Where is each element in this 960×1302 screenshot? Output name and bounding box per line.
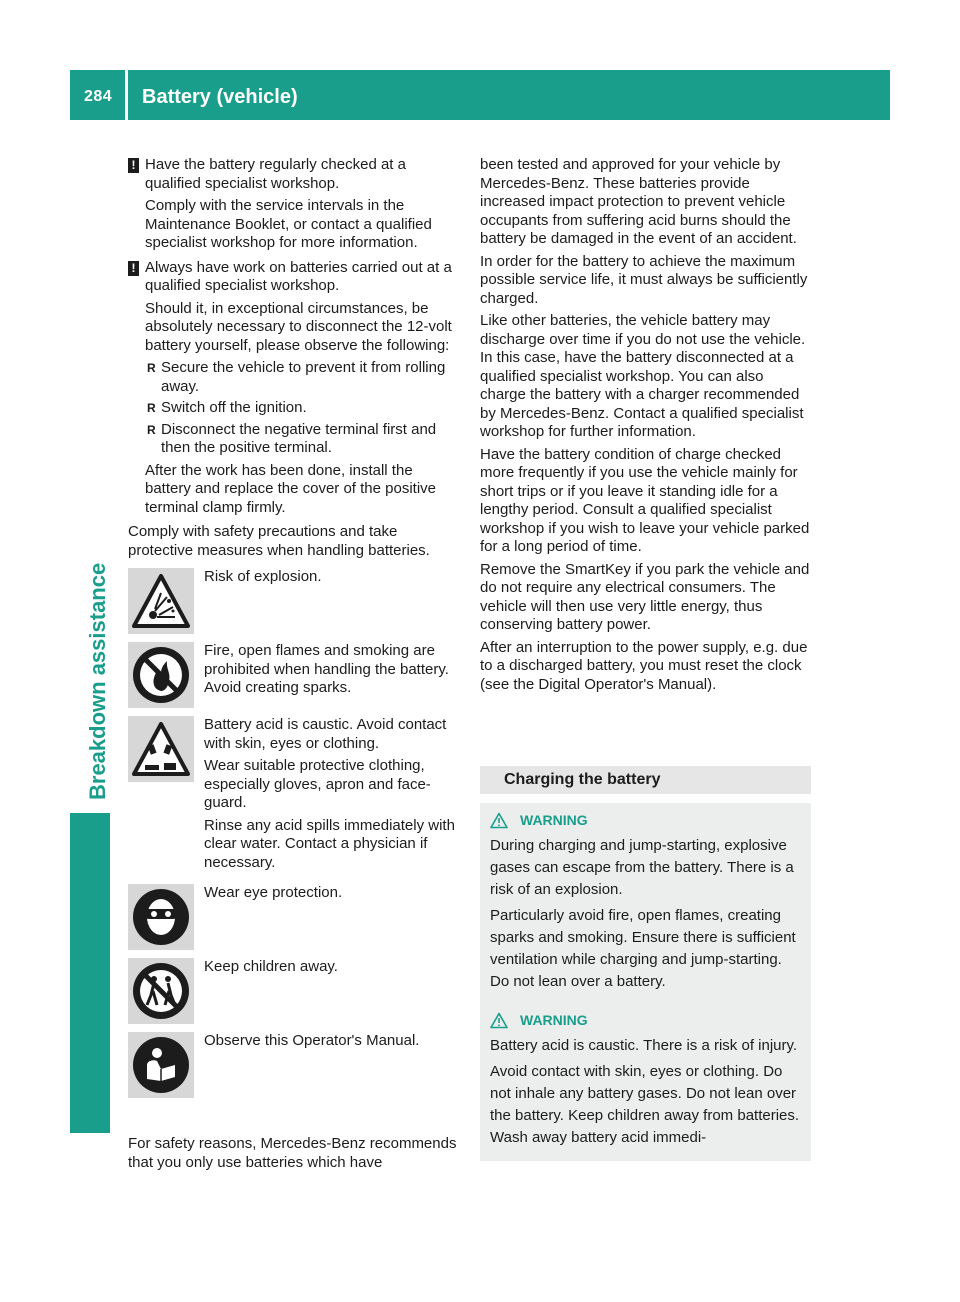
eye-protection-icon (128, 884, 194, 950)
symbol-row (128, 642, 458, 708)
symbol-text: Battery acid is caustic. Avoid contact with skin, eyes or clothing. Wear suitable protective clothing, especially gloves, apron and face-guard. Rinse any acid spills immediately with clear water. Contact a physician if necessary. (204, 716, 455, 871)
warning-triangle-icon (490, 1012, 508, 1029)
right-column (480, 156, 812, 698)
warning-label: WARNING (520, 1012, 588, 1028)
paragraph: Have the battery condition of charge checked more frequently if you use the vehicle mainly for short trips or if you leave it standing idle for a lengthy period. Consult a qualified specialist workshop if you wish to leave your vehicle parked for a long period of time. (480, 445, 810, 555)
read-manual-icon (128, 1032, 194, 1098)
note-icon: ! (128, 261, 139, 276)
warning-triangle-icon (490, 812, 508, 829)
keep-children-away-icon (128, 958, 194, 1024)
symbol-text: Observe this Operator's Manual. (204, 1032, 420, 1049)
note-block (128, 259, 458, 518)
paragraph: Remove the SmartKey if you park the vehicle and do not require any electrical consumers. The vehicle will then use very little energy, thus conserving battery power. (480, 560, 810, 633)
symbol-text: Risk of explosion. (204, 568, 322, 585)
bullet-icon: R (147, 422, 156, 437)
intro-text: Comply with safety precautions and take protective measures when handling batteries. (128, 523, 430, 559)
paragraph: been tested and approved for your vehicle by Mercedes-Benz. These batteries provide increased impact protection to prevent vehicle occupants from suffering acid burns should the battery be damaged in the event of an accident. (480, 156, 797, 247)
symbol-row (128, 1032, 458, 1098)
symbol-text: Keep children away. (204, 958, 338, 975)
symbol-text: Wear eye protection. (204, 884, 343, 901)
corrosive-warning-icon (128, 716, 194, 782)
warning-text: Avoid contact with skin, eyes or clothing. Do not inhale any battery gases. Do not lean over the battery. Keep children away from batteries. Wash away battery acid immedi- (490, 1063, 800, 1146)
note-text: Always have work on batteries carried out at a qualified specialist workshop. (145, 258, 452, 294)
paragraph: Like other batteries, the vehicle battery may discharge over time if you do not use the vehicle. In this case, have the battery disconnected at a qualified specialist workshop. You can also charge the battery with a charger recommended by Mercedes-Benz. Contact a qualified specialist workshop for further information. (480, 312, 806, 440)
list-item: R Switch off the ignition. (147, 399, 307, 416)
warning-text: Battery acid is caustic. There is a risk of injury. (490, 1037, 798, 1054)
header-divider (125, 70, 128, 120)
no-open-flame-icon (128, 642, 194, 708)
symbol-row (128, 568, 458, 634)
note-text: Comply with the service intervals in the Maintenance Booklet, or contact a qualified specialist workshop for more information. (145, 197, 432, 251)
side-tab-label[interactable]: Breakdown assistance (85, 562, 110, 800)
side-tab-marker (70, 813, 110, 1133)
symbol-row (128, 958, 458, 1024)
note-block (128, 156, 458, 253)
page-title: Battery (vehicle) (142, 86, 298, 108)
note-text: Should it, in exceptional circumstances, be absolutely necessary to disconnect the 12-volt battery yourself, please observe the following: (145, 299, 452, 354)
symbol-row (128, 884, 458, 950)
bullet-icon: R (147, 361, 156, 375)
paragraph: After an interruption to the power supply, e.g. due to a discharged battery, you must reset the clock (see the Digital Operator's Manual). (480, 638, 808, 693)
warning-text: During charging and jump-starting, explosive gases can escape from the battery. There is a risk of an explosion. (490, 837, 794, 898)
warning-text: Particularly avoid fire, open flames, creating sparks and smoking. Ensure there is sufficient ventilation while charging and jump-starting. Do not lean over a battery. (490, 907, 796, 990)
warning-box (480, 803, 811, 1005)
symbol-row (128, 716, 458, 876)
list-item: R Disconnect the negative terminal first and then the positive terminal. (147, 420, 437, 456)
explosion-warning-icon (128, 568, 194, 634)
page-number: 284 (84, 88, 113, 105)
note-text: After the work has been done, install the battery and replace the cover of the positive terminal clamp firmly. (145, 461, 437, 516)
warning-label: WARNING (520, 812, 588, 828)
warning-header (490, 1009, 801, 1031)
section-heading: Charging the battery (480, 766, 811, 794)
symbol-text: Fire, open flames and smoking are prohibited when handling the battery. Avoid creating sparks. (204, 642, 449, 696)
note-text: Have the battery regularly checked at a qualified specialist workshop. (145, 156, 406, 192)
bullet-icon: R (147, 401, 156, 415)
warning-header (490, 809, 801, 831)
note-icon: ! (128, 158, 139, 173)
left-column (128, 156, 458, 1098)
bottom-text: For safety reasons, Mercedes-Benz recommends that you only use batteries which have (128, 1135, 457, 1171)
warning-box (480, 1003, 811, 1161)
bullet-list (145, 359, 458, 458)
paragraph: In order for the battery to achieve the maximum possible service life, it must always be sufficiently charged. (480, 252, 808, 307)
list-item: R Secure the vehicle to prevent it from rolling away. (147, 359, 446, 395)
